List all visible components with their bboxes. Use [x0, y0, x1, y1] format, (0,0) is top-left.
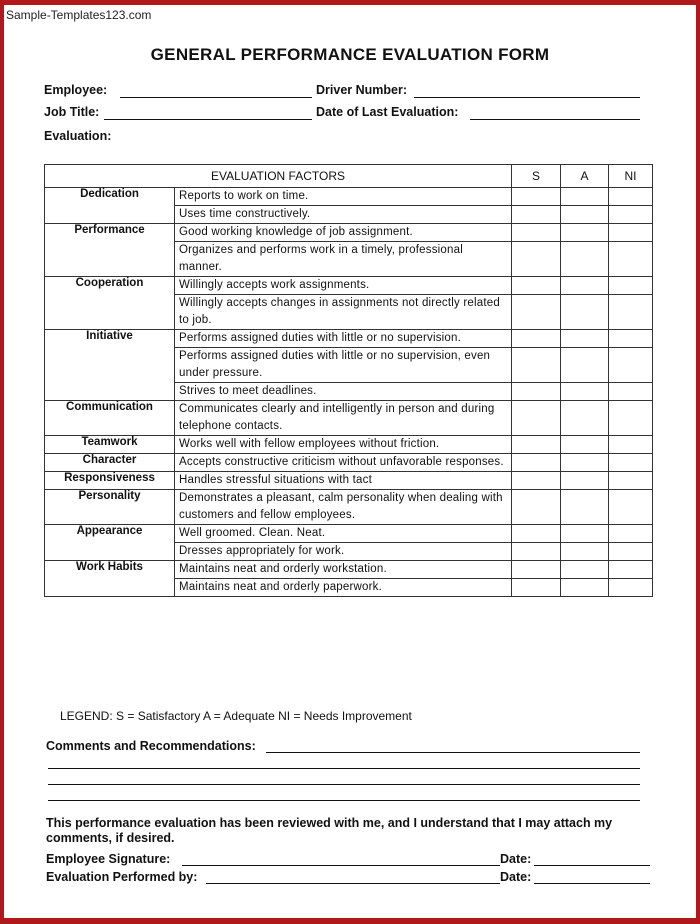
date-label-2: Date:: [500, 870, 532, 884]
job-title-label: Job Title:: [44, 105, 100, 119]
rating-a-cell[interactable]: [561, 561, 609, 579]
rating-ni-cell[interactable]: [609, 401, 653, 436]
table-row: [45, 490, 653, 525]
rating-a-cell[interactable]: [561, 277, 609, 295]
table-header-row: [45, 165, 653, 188]
evaluation-label: Evaluation:: [44, 129, 112, 143]
rating-a-cell[interactable]: [561, 454, 609, 472]
rating-a-cell[interactable]: [561, 295, 609, 330]
rating-a-cell[interactable]: [561, 490, 609, 525]
rating-s-cell[interactable]: [512, 206, 561, 224]
rating-s-cell[interactable]: [512, 436, 561, 454]
form-page: [4, 5, 696, 918]
rating-s-cell[interactable]: [512, 561, 561, 579]
rating-ni-cell[interactable]: [609, 490, 653, 525]
rating-a-cell[interactable]: [561, 579, 609, 597]
category-label: Character: [45, 454, 175, 472]
comments-label: Comments and Recommendations:: [46, 739, 256, 753]
watermark: Sample-Templates123.com: [6, 8, 152, 22]
rating-ni-cell[interactable]: [609, 277, 653, 295]
date-field-2[interactable]: [534, 883, 650, 884]
evaluation-performed-by-field[interactable]: [206, 883, 500, 884]
date-field-1[interactable]: [534, 865, 650, 866]
table-row: [45, 401, 653, 436]
factor-description: Uses time constructively.: [175, 206, 512, 224]
evaluation-performed-by-label: Evaluation Performed by:: [46, 870, 198, 884]
job-title-field[interactable]: [104, 119, 312, 120]
date-label-1: Date:: [500, 852, 532, 866]
rating-ni-cell[interactable]: [609, 295, 653, 330]
driver-number-label: Driver Number:: [316, 83, 407, 97]
rating-a-cell[interactable]: [561, 525, 609, 543]
rating-s-cell[interactable]: [512, 472, 561, 490]
table-row: [45, 224, 653, 242]
rating-s-cell[interactable]: [512, 224, 561, 242]
factor-description: Strives to meet deadlines.: [175, 383, 512, 401]
comments-line-2[interactable]: [48, 768, 640, 769]
rating-s-cell[interactable]: [512, 348, 561, 383]
table-row: [45, 454, 653, 472]
factor-description: Willingly accepts changes in assignments not directly related to job.: [175, 295, 512, 330]
category-label: Personality: [45, 490, 175, 525]
category-label: Performance: [45, 224, 175, 277]
rating-a-cell[interactable]: [561, 224, 609, 242]
category-label: Dedication: [45, 188, 175, 224]
acknowledgement-statement: This performance evaluation has been reviewed with me, and I understand that I may attach my comments, if desired.: [46, 816, 613, 845]
factor-description: Dresses appropriately for work.: [175, 543, 512, 561]
category-label: Teamwork: [45, 436, 175, 454]
rating-ni-cell[interactable]: [609, 330, 653, 348]
category-label: Appearance: [45, 525, 175, 561]
rating-ni-cell[interactable]: [609, 454, 653, 472]
rating-s-cell[interactable]: [512, 401, 561, 436]
table-row: [45, 561, 653, 579]
factor-description: Willingly accepts work assignments.: [175, 277, 512, 295]
rating-a-cell[interactable]: [561, 330, 609, 348]
category-label: Responsiveness: [45, 472, 175, 490]
factor-description: Accepts constructive criticism without unfavorable responses.: [175, 454, 512, 472]
rating-s-cell[interactable]: [512, 188, 561, 206]
rating-ni-cell[interactable]: [609, 224, 653, 242]
date-last-evaluation-field[interactable]: [470, 119, 640, 120]
rating-ni-cell[interactable]: [609, 561, 653, 579]
factor-description: Handles stressful situations with tact: [175, 472, 512, 490]
rating-a-cell[interactable]: [561, 401, 609, 436]
rating-a-cell[interactable]: [561, 206, 609, 224]
table-row: [45, 436, 653, 454]
factor-description: Works well with fellow employees without friction.: [175, 436, 512, 454]
category-label: Cooperation: [45, 277, 175, 330]
rating-ni-cell[interactable]: [609, 188, 653, 206]
rating-s-cell[interactable]: [512, 454, 561, 472]
employee-signature-field[interactable]: [182, 865, 500, 866]
category-label: Communication: [45, 401, 175, 436]
rating-a-cell[interactable]: [561, 472, 609, 490]
rating-s-cell[interactable]: [512, 383, 561, 401]
date-last-evaluation-label: Date of Last Evaluation:: [316, 105, 459, 119]
table-row: [45, 330, 653, 348]
category-label: Work Habits: [45, 561, 175, 597]
evaluation-rows: [45, 188, 653, 597]
col-satisfactory: S: [512, 165, 561, 188]
table-row: [45, 472, 653, 490]
rating-s-cell[interactable]: [512, 295, 561, 330]
rating-s-cell[interactable]: [512, 525, 561, 543]
rating-a-cell[interactable]: [561, 436, 609, 454]
rating-ni-cell[interactable]: [609, 543, 653, 561]
factor-description: Organizes and performs work in a timely, professional manner.: [175, 242, 512, 277]
rating-ni-cell[interactable]: [609, 206, 653, 224]
rating-a-cell[interactable]: [561, 543, 609, 561]
factor-description: Maintains neat and orderly paperwork.: [175, 579, 512, 597]
rating-a-cell[interactable]: [561, 348, 609, 383]
rating-s-cell[interactable]: [512, 490, 561, 525]
legend: LEGEND: S = Satisfactory A = Adequate NI = Needs Improvement: [60, 709, 412, 723]
rating-ni-cell[interactable]: [609, 579, 653, 597]
rating-s-cell[interactable]: [512, 242, 561, 277]
comments-line-1[interactable]: [266, 752, 640, 753]
factor-description: Reports to work on time.: [175, 188, 512, 206]
rating-ni-cell[interactable]: [609, 383, 653, 401]
col-needs-improvement: NI: [609, 165, 653, 188]
factor-description: Good working knowledge of job assignment.: [175, 224, 512, 242]
table-row: [45, 188, 653, 206]
rating-ni-cell[interactable]: [609, 348, 653, 383]
rating-a-cell[interactable]: [561, 383, 609, 401]
factor-description: Demonstrates a pleasant, calm personality when dealing with customers and fellow employees.: [175, 490, 512, 525]
factor-description: Well groomed. Clean. Neat.: [175, 525, 512, 543]
category-label: Initiative: [45, 330, 175, 401]
evaluation-table: [44, 164, 653, 597]
rating-s-cell[interactable]: [512, 277, 561, 295]
comments-line-4[interactable]: [48, 800, 640, 801]
rating-ni-cell[interactable]: [609, 436, 653, 454]
employee-field[interactable]: [120, 97, 312, 98]
employee-label: Employee:: [44, 83, 108, 97]
rating-ni-cell[interactable]: [609, 472, 653, 490]
col-evaluation-factors: EVALUATION FACTORS: [45, 165, 512, 188]
rating-a-cell[interactable]: [561, 242, 609, 277]
rating-ni-cell[interactable]: [609, 525, 653, 543]
rating-a-cell[interactable]: [561, 188, 609, 206]
rating-s-cell[interactable]: [512, 579, 561, 597]
driver-number-field[interactable]: [414, 97, 640, 98]
factor-description: Performs assigned duties with little or no supervision.: [175, 330, 512, 348]
comments-line-3[interactable]: [48, 784, 640, 785]
col-adequate: A: [561, 165, 609, 188]
form-title: GENERAL PERFORMANCE EVALUATION FORM: [150, 45, 550, 64]
rating-ni-cell[interactable]: [609, 242, 653, 277]
rating-s-cell[interactable]: [512, 543, 561, 561]
table-row: [45, 277, 653, 295]
employee-signature-label: Employee Signature:: [46, 852, 171, 866]
table-row: [45, 525, 653, 543]
rating-s-cell[interactable]: [512, 330, 561, 348]
factor-description: Maintains neat and orderly workstation.: [175, 561, 512, 579]
factor-description: Communicates clearly and intelligently in person and during telephone contacts.: [175, 401, 512, 436]
factor-description: Performs assigned duties with little or no supervision, even under pressure.: [175, 348, 512, 383]
